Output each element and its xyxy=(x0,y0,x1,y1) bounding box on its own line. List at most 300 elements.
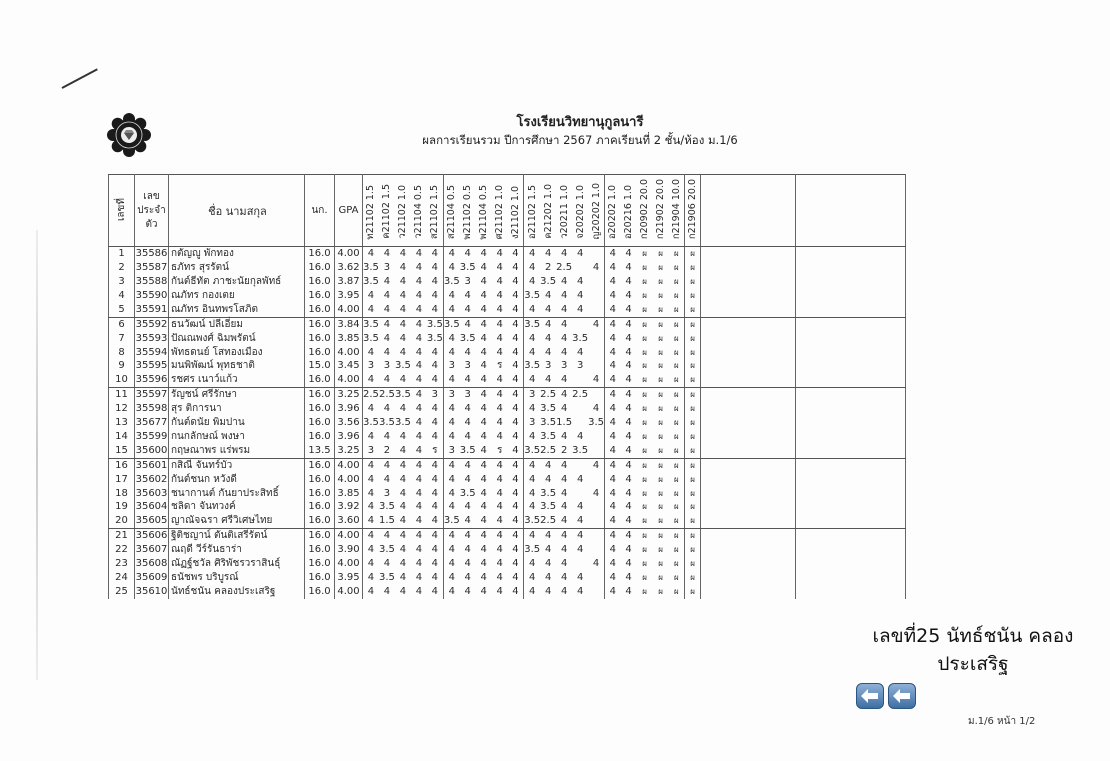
cell-grade: 2.5 xyxy=(540,444,556,458)
cell-grade: ผ xyxy=(669,247,685,261)
cell-grade: ผ xyxy=(669,332,685,346)
cell-grade: ผ xyxy=(685,416,701,430)
cell-grade: 4 xyxy=(480,430,487,442)
cell-grade xyxy=(588,585,604,599)
cell-gpa: 3.85 xyxy=(335,487,363,501)
cell-grade: 4 xyxy=(544,530,552,542)
table-row xyxy=(109,416,906,430)
cell-extra xyxy=(796,487,906,501)
cell-grade: 4 xyxy=(411,444,427,458)
cell-grade: 4 xyxy=(496,530,503,542)
cell-grade: 4 xyxy=(605,487,621,501)
cell-extra xyxy=(796,247,906,261)
cell-grade: 4 xyxy=(411,303,427,317)
cell-grade: 4 xyxy=(576,501,584,513)
cell-grade: 4 xyxy=(415,389,423,401)
header-gpa: GPA xyxy=(335,175,363,247)
cell-grade: 3 xyxy=(544,360,552,372)
cell-grade: 4 xyxy=(399,346,407,358)
cell-grade: 3.5 xyxy=(378,544,395,556)
cell-grade: 4 xyxy=(427,557,443,571)
cell-grade: 4 xyxy=(399,585,407,597)
cell-grade: 4 xyxy=(415,289,423,301)
cell-grade: 3 xyxy=(464,275,471,287)
cell-grade: ผ xyxy=(685,458,701,472)
cell-extra xyxy=(701,571,796,585)
cell-grade: 4 xyxy=(576,544,584,556)
cell-grade: ผ xyxy=(685,373,701,387)
cell-name: กนกลักษณ์ พงษา xyxy=(169,430,305,444)
cell-grade: 4 xyxy=(560,248,568,260)
header-extra-column xyxy=(701,175,796,247)
cell-no: 25 xyxy=(109,585,135,599)
cell-grade: 4 xyxy=(560,318,568,330)
cell-extra xyxy=(701,514,796,528)
cell-extra xyxy=(796,543,906,557)
cell-grade: 4 xyxy=(496,558,503,570)
cell-name: ธภัทร สุรรัตน์ xyxy=(169,261,305,275)
cell-grade: 4 xyxy=(605,543,621,557)
cell-extra xyxy=(796,571,906,585)
cell-grade: 4 xyxy=(524,529,540,543)
cell-grade: 4 xyxy=(464,346,471,358)
table-row xyxy=(109,585,906,599)
cell-grade: ผ xyxy=(685,261,701,275)
cell-grade: 4 xyxy=(399,572,407,583)
cell-grade: 4 xyxy=(383,459,391,471)
cell-gpa: 3.96 xyxy=(335,402,363,416)
cell-grade: ผ xyxy=(642,333,647,343)
cell-grade: 4 xyxy=(496,403,503,415)
cell-extra xyxy=(701,585,796,599)
cell-grade: 4 xyxy=(544,558,552,570)
cell-grade: ผ xyxy=(642,460,647,470)
cell-grade: 4 xyxy=(464,248,471,260)
cell-grade: 4 xyxy=(560,275,568,287)
cell-grade: 4 xyxy=(544,459,552,471)
cell-grade: 4 xyxy=(625,403,632,415)
cell-grade: 3.5 xyxy=(378,501,395,513)
cell-grade: 4 xyxy=(540,303,556,317)
cell-student-id: 35592 xyxy=(135,318,168,330)
cell-grade: 4 xyxy=(480,572,487,583)
cell-grade: ผ xyxy=(642,418,647,428)
cell-grade: 3.5 xyxy=(443,275,460,287)
cell-extra xyxy=(701,247,796,261)
cell-no: 24 xyxy=(109,571,135,585)
back-button[interactable] xyxy=(856,683,884,709)
cell-gpa: 4.00 xyxy=(335,557,363,571)
cell-grade: 4 xyxy=(508,500,524,514)
cell-no: 9 xyxy=(109,359,135,373)
cell-grade: ผ xyxy=(658,545,663,555)
cell-grade: 4 xyxy=(383,530,391,542)
cell-grade: ผ xyxy=(642,290,647,300)
cell-grade: 4 xyxy=(508,275,524,289)
cell-grade: 4 xyxy=(415,430,423,442)
cell-credits: 16.0 xyxy=(305,571,335,585)
cell-student-id: 35588 xyxy=(135,275,168,287)
cell-grade: ผ xyxy=(669,571,685,585)
cell-grade: 4 xyxy=(508,332,524,346)
cell-no: 4 xyxy=(109,289,135,303)
cell-grade: 4 xyxy=(576,585,584,597)
cell-grade: 4 xyxy=(605,388,621,402)
cell-student-id: 35608 xyxy=(135,558,168,570)
cell-name: ณัฏฐ์ชวัล ศิริพัชรวราสินธุ์ xyxy=(169,557,305,571)
cell-student-id: 35594 xyxy=(135,346,168,358)
cell-grade: 4 xyxy=(625,248,632,260)
cell-grade: 4 xyxy=(363,473,379,487)
cell-extra xyxy=(701,430,796,444)
cell-grade: ผ xyxy=(669,585,685,599)
cell-grade: 4 xyxy=(496,289,503,301)
cell-grade: 4 xyxy=(443,332,459,346)
cell-grade: 4 xyxy=(480,473,487,485)
cell-student-id: 35607 xyxy=(135,544,168,556)
cell-grade: 4 xyxy=(605,473,621,487)
cell-grade: ผ xyxy=(669,303,685,317)
back-button-2[interactable] xyxy=(888,683,916,709)
table-row xyxy=(109,402,906,416)
cell-no: 10 xyxy=(109,373,135,387)
cell-credits: 16.0 xyxy=(305,289,335,303)
cell-grade: 4 xyxy=(544,473,552,485)
cell-grade xyxy=(588,571,604,585)
cell-grade xyxy=(588,543,604,557)
cell-grade: 4 xyxy=(572,514,588,528)
cell-credits: 16.0 xyxy=(305,275,335,289)
cell-name: ธนัชพร บริบูรณ์ xyxy=(169,571,305,585)
cell-name: สุร ติการนา xyxy=(169,402,305,416)
cell-grade: 4 xyxy=(427,430,443,444)
cell-student-id: 35598 xyxy=(135,403,168,415)
cell-grade: 4 xyxy=(399,275,407,287)
cell-name: กันต์ชนก หวังดี xyxy=(169,473,305,487)
cell-grade: 4 xyxy=(464,430,471,442)
cell-grade: 4 xyxy=(427,289,443,303)
cell-grade: 4 xyxy=(399,558,407,570)
cell-grade: ผ xyxy=(658,333,663,343)
table-row xyxy=(109,430,906,444)
cell-grade: 3.5 xyxy=(394,417,411,429)
cell-grade: 4 xyxy=(427,261,443,275)
cell-grade: ผ xyxy=(669,416,685,430)
cell-grade: 3.5 xyxy=(363,262,379,274)
cell-grade: 4 xyxy=(524,332,540,346)
cell-grade: 4 xyxy=(492,514,508,528)
cell-grade: 4 xyxy=(415,544,423,556)
cell-grade: 4 xyxy=(415,558,423,570)
cell-grade: 3.5 xyxy=(540,430,557,442)
cell-grade: 3.5 xyxy=(460,444,476,458)
cell-grade: 4 xyxy=(363,289,379,303)
cell-name: ณภัทร กองเตย xyxy=(169,289,305,303)
cell-grade: 4 xyxy=(556,514,572,528)
cell-name: ปัณณพงศ์ ฉิมพรัตน์ xyxy=(169,332,305,346)
cell-grade: ผ xyxy=(669,458,685,472)
cell-grade: 3.5 xyxy=(426,332,443,344)
cell-grade: 4 xyxy=(443,571,459,585)
cell-extra xyxy=(796,458,906,472)
cell-grade: ผ xyxy=(642,263,647,273)
cell-grade: ผ xyxy=(642,390,647,400)
cell-grade: 4 xyxy=(496,459,503,471)
cell-grade xyxy=(572,557,588,571)
cell-grade: 3.5 xyxy=(524,289,541,301)
cell-extra xyxy=(701,402,796,416)
cell-credits: 16.0 xyxy=(305,487,335,501)
cell-grade: 4 xyxy=(480,275,487,287)
cell-no: 3 xyxy=(109,275,135,289)
cell-grade: 4 xyxy=(560,501,568,513)
cell-grade: 4 xyxy=(560,332,568,344)
cell-grade xyxy=(588,346,604,360)
cell-name: ณภัทร อินทพรโสภิต xyxy=(169,303,305,317)
cell-gpa: 4.00 xyxy=(335,458,363,472)
cell-grade: 3.5 xyxy=(540,487,557,499)
cell-grade: 4 xyxy=(621,303,637,317)
table-row xyxy=(109,373,906,387)
cell-extra xyxy=(796,289,906,303)
cell-extra xyxy=(701,303,796,317)
cell-name: ชลิดา จันทวงค์ xyxy=(169,500,305,514)
cell-grade: 4 xyxy=(560,389,568,401)
cell-grade: 4 xyxy=(363,247,379,261)
cell-extra xyxy=(701,458,796,472)
cell-grade: ผ xyxy=(685,585,701,599)
cell-grade: 4 xyxy=(625,430,632,442)
cell-grade: 4 xyxy=(508,261,524,275)
cell-grade: 3.5 xyxy=(588,417,605,429)
cell-extra xyxy=(796,359,906,373)
cell-extra xyxy=(701,373,796,387)
cell-extra xyxy=(796,500,906,514)
cell-grade: 4 xyxy=(443,543,459,557)
cell-grade: 4 xyxy=(560,289,568,301)
cell-grade: 4 xyxy=(427,275,443,289)
cell-grade: ผ xyxy=(669,444,685,458)
cell-grade: 4 xyxy=(625,389,632,401)
cell-grade: 4 xyxy=(508,458,524,472)
cell-grade: 4 xyxy=(605,416,621,430)
cell-grade: 4 xyxy=(524,458,540,472)
cell-extra xyxy=(701,261,796,275)
cell-grade: ผ xyxy=(658,474,663,484)
cell-grade: 4 xyxy=(625,572,632,583)
cell-grade: 4 xyxy=(605,402,621,416)
cell-credits: 16.0 xyxy=(305,416,335,430)
cell-extra xyxy=(701,388,796,402)
cell-grade: 3.5 xyxy=(572,332,589,344)
cell-gpa: 4.00 xyxy=(335,529,363,543)
cell-grade: ผ xyxy=(669,500,685,514)
cell-grade: ผ xyxy=(685,402,701,416)
cell-grade: 4 xyxy=(480,318,487,330)
cell-extra xyxy=(701,275,796,289)
cell-grade: ผ xyxy=(642,347,647,357)
cell-grade: 4 xyxy=(524,430,540,444)
cell-grade: ผ xyxy=(685,289,701,303)
cell-grade: 4 xyxy=(625,487,632,499)
cell-grade: 4 xyxy=(576,572,584,583)
cell-extra xyxy=(796,430,906,444)
cell-grade xyxy=(572,402,588,416)
cell-grade: 4 xyxy=(544,332,552,344)
report-title: ผลการเรียนรวม ปีการศึกษา 2567 ภาคเรียนที่ 2 ชั้น/ห้อง ม.1/6 xyxy=(422,133,738,147)
navigation-buttons xyxy=(856,683,916,709)
cell-credits: 16.0 xyxy=(305,514,335,528)
cell-gpa: 3.96 xyxy=(335,430,363,444)
cell-grade: 4 xyxy=(605,346,621,360)
cell-grade: 2 xyxy=(379,444,395,458)
cell-grade: 3.5 xyxy=(363,275,379,287)
cell-grade: 4 xyxy=(605,514,621,528)
cell-grade: 3.5 xyxy=(540,275,557,287)
header-subject: ก21906 20.0 xyxy=(685,175,701,247)
cell-grade: 4 xyxy=(625,473,632,485)
cell-name: ญาณัจฉรา ศรีวิเศษไทย xyxy=(169,514,305,528)
cell-grade: 4 xyxy=(508,247,524,261)
cell-grade: 4 xyxy=(508,317,524,331)
cell-grade: 4 xyxy=(625,318,632,330)
cell-grade: 4 xyxy=(524,487,540,501)
cell-grade: 4 xyxy=(508,373,524,387)
table-row xyxy=(109,332,906,346)
cell-grade: 4 xyxy=(443,261,459,275)
cell-grade: 3 xyxy=(464,389,471,401)
cell-grade: 2.5 xyxy=(572,389,589,401)
cell-gpa: 4.00 xyxy=(335,373,363,387)
cell-grade: 4 xyxy=(383,558,391,570)
cell-grade: 4 xyxy=(411,514,427,528)
cell-grade: 4 xyxy=(560,544,568,556)
cell-grade: 4 xyxy=(464,473,471,485)
cell-grade: 4 xyxy=(496,262,503,274)
cell-gpa: 3.95 xyxy=(335,289,363,303)
cell-grade: 4 xyxy=(605,571,621,585)
cell-grade: 4 xyxy=(464,558,471,570)
cell-grade: 4 xyxy=(508,416,524,430)
header-no: เลขที่ xyxy=(109,175,135,247)
table-row xyxy=(109,359,906,373)
cell-extra xyxy=(796,402,906,416)
cell-no: 22 xyxy=(109,543,135,557)
cell-grade: ผ xyxy=(658,531,663,541)
cell-grade: ผ xyxy=(642,404,647,414)
cell-grade: 4 xyxy=(524,261,540,275)
cell-grade xyxy=(572,416,588,430)
cell-grade: 4 xyxy=(415,417,423,429)
cell-grade: 3.5 xyxy=(459,262,476,274)
cell-student-id: 35610 xyxy=(135,585,168,597)
cell-grade: 4 xyxy=(572,303,588,317)
header-subject: ค21102 1.5 xyxy=(379,175,395,247)
cell-grade: 4 xyxy=(399,430,407,442)
cell-grade: 4 xyxy=(576,473,584,485)
cell-grade: 4 xyxy=(415,501,423,513)
cell-gpa: 3.95 xyxy=(335,571,363,585)
cell-grade: 4 xyxy=(560,558,568,570)
cell-grade: 4 xyxy=(605,247,621,261)
cell-grade: 4 xyxy=(492,373,508,387)
cell-grade: 4 xyxy=(605,303,621,317)
header-extra-column xyxy=(796,175,906,247)
cell-grade: 4 xyxy=(411,373,427,387)
cell-grade: 3.5 xyxy=(459,332,476,344)
cell-grade: 4 xyxy=(576,346,584,358)
cell-grade xyxy=(588,430,604,444)
grades-table xyxy=(108,174,906,599)
cell-grade: 4 xyxy=(443,416,459,430)
cell-grade: 3 xyxy=(383,360,391,372)
cell-grade: 4 xyxy=(605,289,621,303)
cell-grade: 4 xyxy=(480,530,487,542)
cell-grade: 4 xyxy=(480,403,487,415)
cell-grade: 3.5 xyxy=(394,360,411,372)
cell-grade: ผ xyxy=(685,500,701,514)
cell-grade: 4 xyxy=(508,529,524,543)
cell-grade: 3.5 xyxy=(378,572,395,583)
cell-grade: 4 xyxy=(496,430,503,442)
cell-grade: 4 xyxy=(496,318,503,330)
cell-grade: 4 xyxy=(508,557,524,571)
cell-grade: 4 xyxy=(496,572,503,583)
cell-name: กันต์ธีทัต ภาชะนัยกุลพัทธ์ xyxy=(169,275,305,289)
cell-grade: ผ xyxy=(658,573,663,582)
cell-grade: 3 xyxy=(427,388,443,402)
cell-grade: 4 xyxy=(508,444,524,458)
cell-extra xyxy=(796,332,906,346)
cell-grade: ผ xyxy=(669,359,685,373)
cell-grade: ผ xyxy=(669,529,685,543)
cell-grade: ผ xyxy=(669,317,685,331)
cell-grade: 4 xyxy=(415,318,423,330)
cell-grade: 4 xyxy=(399,530,407,542)
cell-grade: ผ xyxy=(658,276,663,286)
cell-grade: 2.5 xyxy=(363,389,379,401)
cell-grade: 4 xyxy=(383,346,391,358)
cell-name: ธนวัฒน์ ปลีเอี่ยม xyxy=(169,317,305,331)
cell-student-id: 35609 xyxy=(135,572,168,583)
cell-grade: ผ xyxy=(669,543,685,557)
header-subject: อ20216 1.0 xyxy=(621,175,637,247)
cell-grade: 3 xyxy=(383,487,391,499)
cell-grade: ผ xyxy=(685,317,701,331)
cell-gpa: 3.45 xyxy=(335,359,363,373)
table-row xyxy=(109,557,906,571)
cell-gpa: 3.62 xyxy=(335,261,363,275)
cell-grade: 4 xyxy=(496,346,503,358)
cell-grade: 3 xyxy=(443,388,459,402)
cell-grade: 4 xyxy=(605,359,621,373)
cell-grade: ผ xyxy=(658,460,663,470)
cell-grade xyxy=(572,458,588,472)
cell-grade: 4 xyxy=(560,487,568,499)
cell-grade: 3.5 xyxy=(363,318,379,330)
cell-grade: 4 xyxy=(443,430,459,444)
cell-grade: ผ xyxy=(658,488,663,498)
arrow-left-icon xyxy=(893,689,911,703)
cell-grade: 4 xyxy=(464,530,471,542)
cell-grade: 4 xyxy=(415,487,423,499)
cell-grade: 4 xyxy=(496,487,503,499)
header-subject: พ21102 0.5 xyxy=(460,175,476,247)
cell-grade xyxy=(588,500,604,514)
cell-grade: 3 xyxy=(464,360,471,372)
header-subject: ก21902 20.0 xyxy=(653,175,669,247)
cell-grade: 3 xyxy=(363,359,379,373)
